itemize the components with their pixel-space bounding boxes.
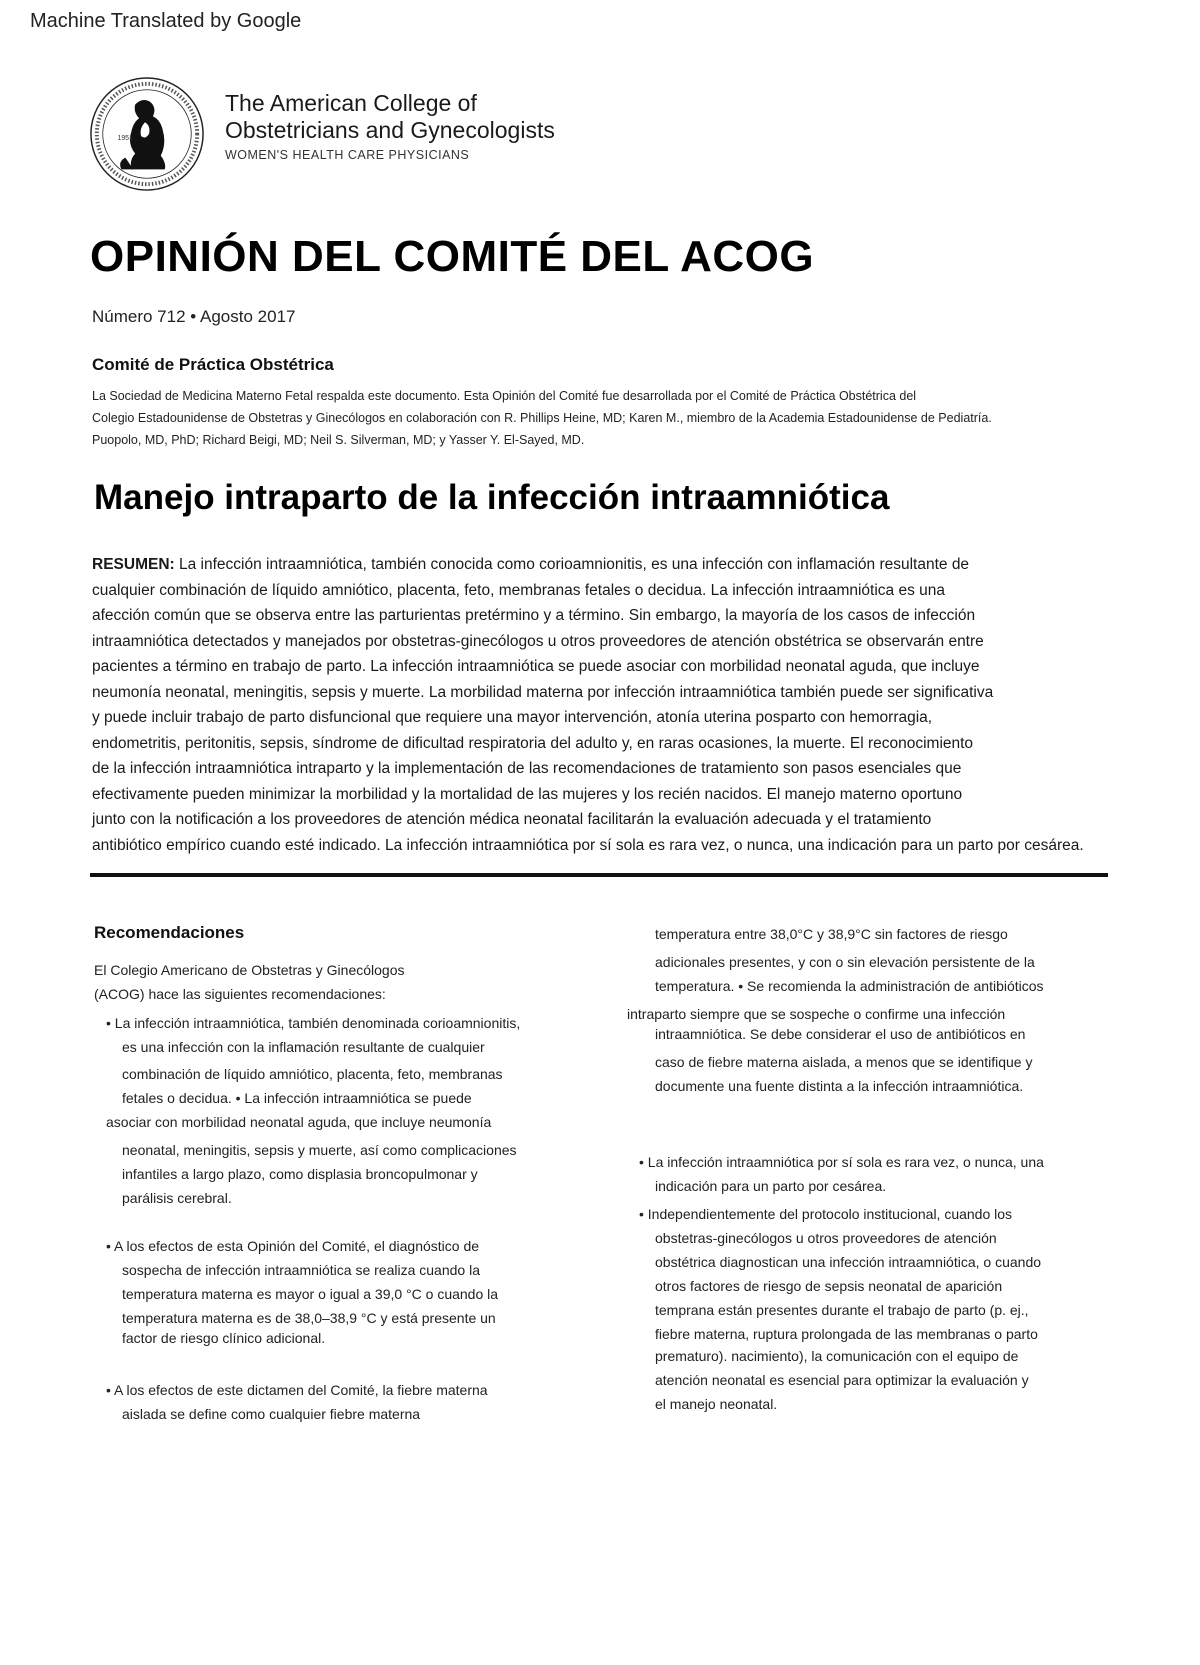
recommendation-line: caso de fiebre materna aislada, a menos que se identifique y [655,1054,1033,1070]
abstract-line: afección común que se observa entre las parturientas pretérmino y a término. Sin embargo, la mayoría de los casos de infección [92,607,976,624]
recommendation-line: intraparto siempre que se sospeche o confirme una infección [627,1006,1006,1022]
abstract-line: de la infección intraamniótica intraparto y la implementación de las recomendaciones de tratamiento son pasos esenciales que [92,760,962,777]
issue-number-date: Número 712 • Agosto 2017 [92,307,296,326]
endorsement-line: La Sociedad de Medicina Materno Fetal respalda este documento. Esta Opinión del Comité fue desarrollada por el Comité de Práctica Obstétrica del [92,389,917,403]
recommendation-line: temperatura. • Se recomienda la administración de antibióticos [655,978,1044,994]
recommendation-line: obstétrica diagnostican una infección intraamniótica, o cuando [655,1254,1042,1270]
abstract-line: efectivamente pueden minimizar la morbilidad y la mortalidad de las mujeres y los recién nacidos. El manejo materno oportuno [92,785,963,803]
org-line-2: Obstetricians and Gynecologists [225,117,555,143]
abstract-line: antibiótico empírico cuando esté indicado. La infección intraamniótica por sí sola es rara vez, o nunca, una indicación para un parto por cesárea. [92,836,1084,854]
recommendation-line: intraamniótica. Se debe considerar el uso de antibióticos en [655,1026,1026,1042]
recommendations-right-column [627,922,1187,1442]
recommendation-line: El Colegio Americano de Obstetras y Ginecólogos [94,962,405,978]
org-line-1: The American College of [225,90,477,116]
acog-seal-logo [88,75,206,193]
recommendation-line: indicación para un parto por cesárea. [655,1178,887,1194]
recommendation-line: aislada se define como cualquier fiebre materna [122,1406,421,1422]
recommendation-line: • Independientemente del protocolo institucional, cuando los [639,1206,1013,1222]
seal-year: 1951 [117,134,133,142]
abstract-label: RESUMEN: [92,556,175,573]
recommendation-line: fiebre materna, ruptura prolongada de las membranas o parto [655,1326,1038,1342]
abstract-line: cualquier combinación de líquido amniótico, placenta, feto, membranas fetales o decidua. La infección intraamniótica es una [92,581,946,599]
document-series-title: OPINIÓN DEL COMITÉ DEL ACOG [90,232,815,281]
recommendation-line: factor de riesgo clínico adicional. [122,1330,326,1346]
recommendation-line: • La infección intraamniótica por sí sola es rara vez, o nunca, una [639,1154,1044,1170]
recommendation-line: temperatura materna es de 38,0–38,9 °C y está presente un [122,1310,496,1326]
recommendation-line: • La infección intraamniótica, también denominada corioamnionitis, [106,1015,521,1031]
recommendation-line: atención neonatal es esencial para optimizar la evaluación y [655,1372,1029,1388]
section-divider [90,873,1108,877]
abstract-line [92,552,1192,578]
recommendation-line: neonatal, meningitis, sepsis y muerte, así como complicaciones [122,1142,517,1158]
document-title: Manejo intraparto de la infección intraamniótica [94,478,890,517]
endorsement-line: Colegio Estadounidense de Obstetras y Ginecólogos en colaboración con R. Phillips Heine, MD; Karen M., miembro de la Academia Estadounidense de Pediatría. [92,411,992,425]
recommendation-line: documente una fuente distinta a la infección intraamniótica. [655,1078,1024,1094]
recommendation-line: es una infección con la inflamación resultante de cualquier [122,1039,485,1055]
committee-name: Comité de Práctica Obstétrica [92,355,334,374]
abstract-line-text: La infección intraamniótica, también conocida como corioamnionitis, es una infección con inflamación resultante de [174,556,970,573]
abstract-line: pacientes a término en trabajo de parto. La infección intraamniótica se puede asociar con morbilidad neonatal aguda, que incluye [92,658,980,675]
recommendation-line: adicionales presentes, y con o sin elevación persistente de la [655,954,1035,970]
recommendation-line: temperatura materna es mayor o igual a 39,0 °C o cuando la [122,1286,499,1302]
recommendation-line: parálisis cerebral. [122,1190,232,1206]
abstract-line: neumonía neonatal, meningitis, sepsis y muerte. La morbilidad materna por infección intraamniótica también puede ser significativa [92,683,994,701]
endorsement-line: Puopolo, MD, PhD; Richard Beigi, MD; Neil S. Silverman, MD; y Yasser Y. El-Sayed, MD. [92,433,585,447]
abstract-line: endometritis, peritonitis, sepsis, síndrome de dificultad respiratoria del adulto y, en raras ocasiones, la muerte. El reconocimiento [92,734,974,752]
recommendation-line: sospecha de infección intraamniótica se realiza cuando la [122,1262,480,1278]
recommendation-line: prematuro). nacimiento), la comunicación con el equipo de [655,1348,1019,1364]
recommendation-line: obstetras-ginecólogos u otros proveedores de atención [655,1230,997,1246]
recommendation-line: el manejo neonatal. [655,1396,778,1412]
endorsement-paragraph [92,385,1122,451]
recommendation-line: fetales o decidua. • La infección intraamniótica se puede [122,1090,472,1106]
machine-translated-notice: Machine Translated by Google [30,10,302,32]
abstract-line: junto con la notificación a los proveedores de atención médica neonatal facilitarán la evaluación adecuada y el tratamiento [92,811,932,828]
recommendation-line: temperatura entre 38,0°C y 38,9°C sin factores de riesgo [655,926,1008,942]
abstract-line: y puede incluir trabajo de parto disfuncional que requiere una mayor intervención, atonía uterina posparto con hemorragia, [92,709,933,726]
recommendation-line: asociar con morbilidad neonatal aguda, que incluye neumonía [106,1114,492,1130]
organization-name [225,90,555,162]
org-tagline: WOMEN'S HEALTH CARE PHYSICIANS [225,148,470,162]
recommendation-line: • A los efectos de este dictamen del Comité, la fiebre materna [106,1382,488,1398]
recommendation-line: • A los efectos de esta Opinión del Comité, el diagnóstico de [106,1238,480,1254]
recommendation-line: temprana están presentes durante el trabajo de parto (p. ej., [655,1302,1029,1318]
recommendation-line: infantiles a largo plazo, como displasia broncopulmonar y [122,1166,478,1182]
abstract-paragraph [92,552,1192,858]
recommendations-left-column [94,958,614,1458]
recommendation-line: otros factores de riesgo de sepsis neonatal de aparición [655,1278,1003,1294]
recommendation-line: combinación de líquido amniótico, placenta, feto, membranas [122,1066,503,1082]
abstract-line: intraamniótica detectados y manejados por obstetras-ginecólogos u otros proveedores de atención obstétrica se observarán entre [92,632,984,650]
recommendations-heading: Recomendaciones [94,923,245,942]
recommendation-line: (ACOG) hace las siguientes recomendaciones: [94,986,386,1002]
